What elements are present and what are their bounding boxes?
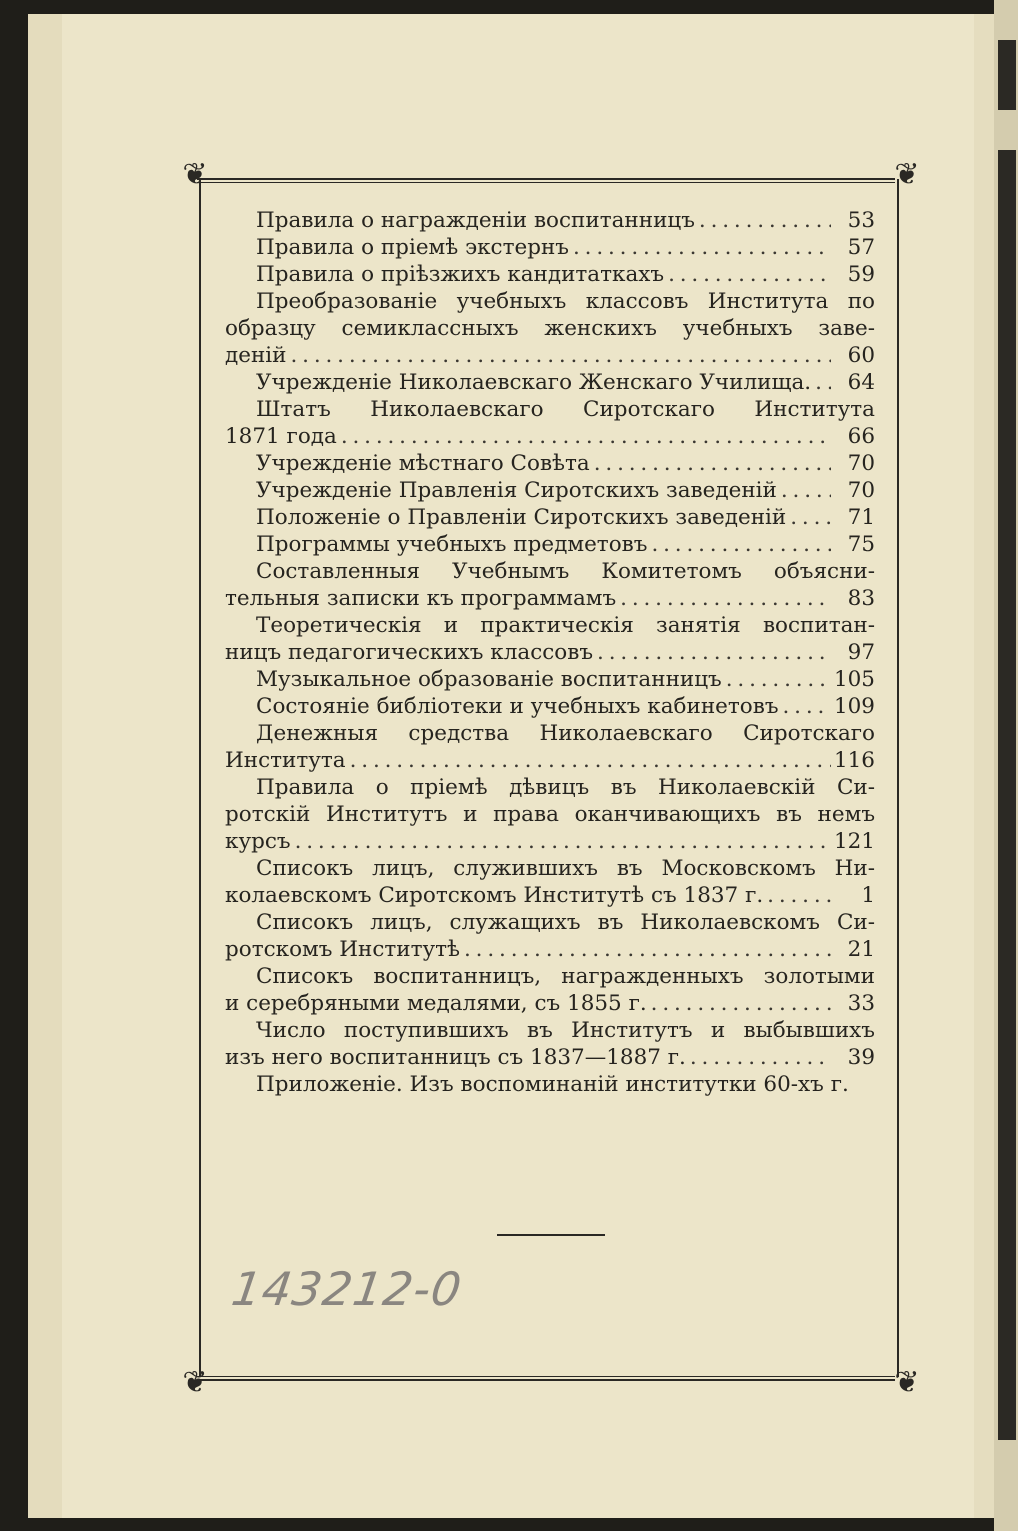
dot-leader xyxy=(337,423,831,450)
toc-line xyxy=(225,558,875,585)
toc-entry xyxy=(225,774,875,855)
toc-page-number: 57 xyxy=(847,235,875,260)
toc-page-number: 105 xyxy=(833,667,875,692)
dot-leader xyxy=(593,639,831,666)
toc-entry-title: Преобразованіе учебныхъ классовъ Института по xyxy=(256,289,875,314)
toc-entry-title: Музыкальное образованіе воспитанницъ xyxy=(256,667,722,692)
toc-line xyxy=(225,612,875,639)
end-rule xyxy=(497,1234,605,1236)
toc-entry-title: Положеніе о Правленіи Сиротскихъ заведеній xyxy=(256,505,787,530)
toc-entry-title: Списокъ лицъ, служившихъ въ Московскомъ Ни- xyxy=(256,856,875,881)
toc-page-number: 121 xyxy=(833,829,875,854)
toc-entry xyxy=(225,612,875,666)
toc-page-number: 53 xyxy=(847,208,875,233)
dot-leader xyxy=(686,1044,831,1071)
toc-entry-title: Денежныя средства Николаевскаго Сиротскаго xyxy=(256,721,875,746)
toc-line xyxy=(225,450,875,477)
toc-entry-title: Правила о пріемѣ дѣвицъ въ Николаевскій Си- xyxy=(256,775,875,800)
toc-line xyxy=(225,288,875,315)
toc-page-number: 66 xyxy=(847,424,875,449)
dot-leader xyxy=(777,477,831,504)
toc-entry-title: ротскій Институтъ и права оканчивающихъ въ немъ xyxy=(225,802,875,827)
toc-entry xyxy=(225,1071,875,1098)
dot-leader xyxy=(647,531,831,558)
toc-line xyxy=(225,963,875,990)
toc-entry-title: Приложеніе. Изъ воспоминаній институтки 60-хъ г. xyxy=(256,1072,849,1097)
toc-line xyxy=(225,1044,875,1071)
adjacent-page-edge xyxy=(994,0,1018,1531)
toc-entry-title: тельныя записки къ программамъ xyxy=(225,586,617,611)
dot-leader xyxy=(460,936,831,963)
toc-line xyxy=(225,531,875,558)
toc-page-number: 83 xyxy=(847,586,875,611)
page-right-margin xyxy=(974,14,994,1518)
toc-line xyxy=(225,315,875,342)
toc-entry xyxy=(225,909,875,963)
toc-line xyxy=(225,720,875,747)
toc-entry-title: Учрежденіе Правленія Сиротскихъ заведеній xyxy=(256,478,777,503)
toc-entry-title: Теоретическія и практическія занятія воспитан- xyxy=(256,613,875,638)
corner-ornament-icon: ❦ xyxy=(182,157,208,192)
toc-entry-title: ницъ педагогическихъ классовъ xyxy=(225,640,594,665)
toc-page-number: 116 xyxy=(833,748,875,773)
toc-page-number: 39 xyxy=(847,1045,875,1070)
toc-entry-title: Учрежденіе мѣстнаго Совѣта xyxy=(256,451,590,476)
toc-line xyxy=(225,801,875,828)
toc-line xyxy=(225,774,875,801)
toc-entry xyxy=(225,396,875,450)
toc-line xyxy=(225,693,875,720)
toc-entry-title: деній xyxy=(225,343,287,368)
toc-page-number: 1 xyxy=(861,883,875,908)
dot-leader xyxy=(590,450,831,477)
toc-line xyxy=(225,423,875,450)
toc-entry-title: Правила о пріѣзжихъ кандитаткахъ xyxy=(256,262,665,287)
toc-entry-title: Число поступившихъ въ Институтъ и выбывшихъ xyxy=(256,1018,875,1043)
toc-entry xyxy=(225,477,875,504)
toc-line xyxy=(225,828,875,855)
toc-entry-title: Правила о пріемѣ экстернъ xyxy=(256,235,569,260)
toc-line xyxy=(225,990,875,1017)
toc-line xyxy=(225,207,875,234)
corner-ornament-icon: ❦ xyxy=(182,1365,208,1400)
toc-entry-title: Института xyxy=(225,748,346,773)
toc-line xyxy=(225,1017,875,1044)
dot-leader xyxy=(616,585,831,612)
toc-entry xyxy=(225,288,875,369)
handwritten-call-number: 143212-0 xyxy=(228,1262,466,1316)
toc-line xyxy=(225,342,875,369)
dot-leader xyxy=(811,369,831,396)
toc-line xyxy=(225,666,875,693)
dot-leader xyxy=(287,342,832,369)
toc-entry-title: Программы учебныхъ предметовъ xyxy=(256,532,648,557)
dot-leader xyxy=(291,828,831,855)
toc-page-number: 59 xyxy=(847,262,875,287)
toc-entry-title: образцу семиклассныхъ женскихъ учебныхъ заве- xyxy=(225,316,875,341)
corner-ornament-icon: ❦ xyxy=(894,157,920,192)
toc-line xyxy=(225,855,875,882)
table-of-contents xyxy=(225,207,875,1098)
toc-line xyxy=(225,369,875,396)
toc-line xyxy=(225,882,875,909)
toc-entry-title: Списокъ лицъ, служащихъ въ Николаевскомъ Си- xyxy=(256,910,875,935)
toc-page-number: 97 xyxy=(847,640,875,665)
toc-line xyxy=(225,504,875,531)
toc-entry xyxy=(225,855,875,909)
toc-entry xyxy=(225,720,875,774)
dot-leader xyxy=(786,504,831,531)
toc-entry-title: Штатъ Николаевскаго Сиротскаго Института xyxy=(256,397,875,422)
dot-leader xyxy=(722,666,831,693)
toc-page-number: 33 xyxy=(847,991,875,1016)
toc-entry-title: Учрежденіе Николаевскаго Женскаго Училища. xyxy=(256,370,812,395)
toc-line xyxy=(225,477,875,504)
toc-page-number: 109 xyxy=(833,694,875,719)
toc-page-number: 70 xyxy=(847,478,875,503)
corner-ornament-icon: ❦ xyxy=(894,1365,920,1400)
toc-entry xyxy=(225,504,875,531)
toc-entry xyxy=(225,369,875,396)
toc-line xyxy=(225,396,875,423)
toc-entry-title: Правила о награжденіи воспитанницъ xyxy=(256,208,695,233)
dot-leader xyxy=(569,234,831,261)
toc-entry-title: и серебряными медалями, съ 1855 г. xyxy=(225,991,647,1016)
dot-leader xyxy=(647,990,831,1017)
dot-leader xyxy=(763,882,831,909)
toc-entry xyxy=(225,234,875,261)
toc-entry-title: Списокъ воспитанницъ, награжденныхъ золотыми xyxy=(256,964,875,989)
toc-entry xyxy=(225,207,875,234)
toc-entry-title: колаевскомъ Сиротскомъ Институтѣ съ 1837 г. xyxy=(225,883,764,908)
toc-page-number: 70 xyxy=(847,451,875,476)
toc-line xyxy=(225,261,875,288)
toc-page-number: 60 xyxy=(847,343,875,368)
toc-entry-title: Состояніе библіотеки и учебныхъ кабинетовъ xyxy=(256,694,779,719)
toc-page-number: 64 xyxy=(847,370,875,395)
toc-entry-title: Составленныя Учебнымъ Комитетомъ объясни- xyxy=(256,559,875,584)
toc-page-number: 71 xyxy=(847,505,875,530)
toc-page-number: 21 xyxy=(847,937,875,962)
toc-entry xyxy=(225,693,875,720)
toc-entry xyxy=(225,1017,875,1071)
toc-entry xyxy=(225,261,875,288)
dot-leader xyxy=(695,207,831,234)
toc-page-number: 75 xyxy=(847,532,875,557)
toc-line xyxy=(225,639,875,666)
toc-entry xyxy=(225,666,875,693)
dot-leader xyxy=(664,261,831,288)
dot-leader xyxy=(779,693,832,720)
toc-line xyxy=(225,936,875,963)
toc-entry xyxy=(225,963,875,1017)
toc-line xyxy=(225,909,875,936)
page-left-margin xyxy=(28,14,62,1518)
toc-entry-title: курсъ xyxy=(225,829,291,854)
toc-entry-title: ротскомъ Институтѣ xyxy=(225,937,461,962)
toc-entry-title: изъ него воспитанницъ съ 1837—1887 г. xyxy=(225,1045,686,1070)
toc-entry xyxy=(225,558,875,612)
toc-entry xyxy=(225,450,875,477)
toc-line xyxy=(225,747,875,774)
toc-line xyxy=(225,234,875,261)
toc-entry-title: 1871 года xyxy=(225,424,337,449)
toc-line xyxy=(225,1071,875,1098)
toc-line xyxy=(225,585,875,612)
toc-entry xyxy=(225,531,875,558)
dot-leader xyxy=(346,747,831,774)
